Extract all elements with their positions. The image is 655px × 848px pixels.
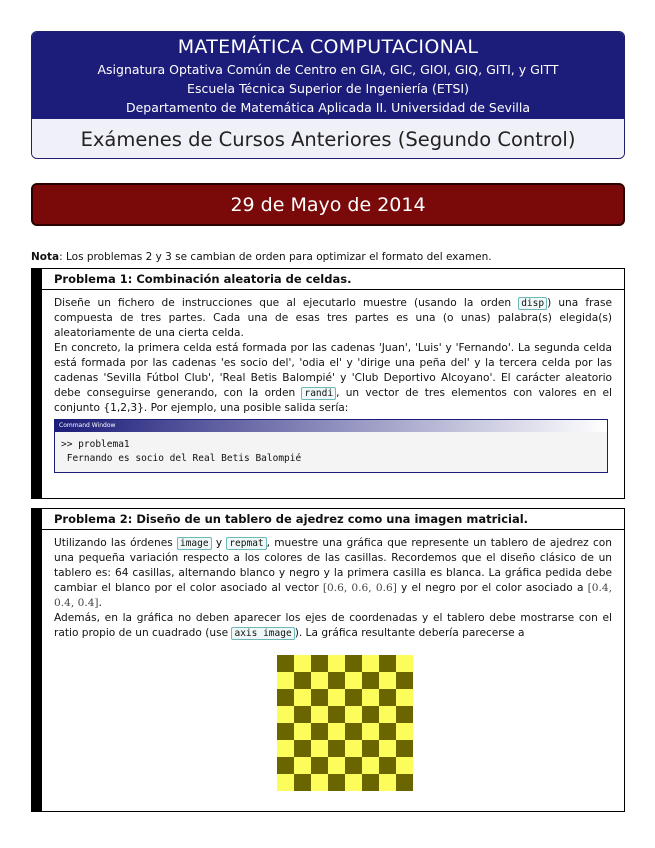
board-square bbox=[379, 757, 396, 774]
board-square bbox=[277, 655, 294, 672]
board-square bbox=[294, 740, 311, 757]
problem-2-paragraph-1 bbox=[54, 536, 612, 611]
board-square bbox=[345, 774, 362, 791]
board-square bbox=[311, 774, 328, 791]
board-square bbox=[362, 723, 379, 740]
code-image: image bbox=[177, 537, 212, 550]
board-square bbox=[311, 689, 328, 706]
problem-1-paragraph-1 bbox=[54, 296, 612, 341]
board-square bbox=[396, 723, 413, 740]
board-square bbox=[311, 655, 328, 672]
board-square bbox=[345, 689, 362, 706]
board-square bbox=[396, 672, 413, 689]
board-square bbox=[294, 723, 311, 740]
text-segment: . bbox=[98, 597, 102, 609]
board-square bbox=[277, 689, 294, 706]
problem-1-paragraph-2 bbox=[54, 341, 612, 416]
problem-2-box bbox=[31, 508, 625, 812]
note bbox=[31, 250, 631, 264]
board-square bbox=[379, 740, 396, 757]
board-square bbox=[277, 757, 294, 774]
board-square bbox=[328, 723, 345, 740]
text-segment: , un vector de tres elementos con valores en el conjunto {1,2,3}. Por ejemplo, una posible salida sería: bbox=[54, 387, 612, 414]
text-segment: y bbox=[211, 537, 227, 549]
board-square bbox=[311, 672, 328, 689]
code-disp: disp bbox=[518, 297, 547, 310]
board-square bbox=[362, 740, 379, 757]
board-square bbox=[396, 774, 413, 791]
code-axis-image: axis image bbox=[231, 627, 294, 640]
board-square bbox=[396, 706, 413, 723]
problem-2-body bbox=[42, 530, 624, 799]
text-segment: En concreto, la primera celda está formada por las cadenas 'Juan', 'Luis' y 'Fernando'. La segunda celda está formada por las cadenas 'es socio del', 'odia el' y 'dirige una peña del' y la tercera celda por las cadenas 'Sevilla Fútbol Club', 'Real Betis Balompié' y 'Club Deportivo Alcoyano'. El carácter aleatorio debe conseguirse generando, con la orden bbox=[54, 342, 612, 399]
board-square bbox=[294, 757, 311, 774]
command-window-output bbox=[55, 432, 607, 472]
text-segment: Diseñe un fichero de instrucciones que al ejecutarlo muestre (usando la orden bbox=[54, 297, 519, 309]
board-square bbox=[396, 655, 413, 672]
course-header bbox=[31, 31, 625, 159]
board-square bbox=[362, 706, 379, 723]
text-segment: ). La gráfica resultante debería parecerse a bbox=[294, 627, 525, 639]
board-square bbox=[345, 655, 362, 672]
board-square bbox=[345, 740, 362, 757]
board-square bbox=[328, 706, 345, 723]
board-square bbox=[345, 723, 362, 740]
board-square bbox=[328, 689, 345, 706]
board-square bbox=[379, 723, 396, 740]
board-square bbox=[396, 740, 413, 757]
header-banner bbox=[32, 32, 624, 119]
command-window bbox=[54, 419, 608, 473]
text-segment: Además, en la gráfica no deben aparecer los ejes de coordenadas y el tablero debe mostrarse con el ratio propio de un cuadrado (use bbox=[54, 612, 612, 639]
board-square bbox=[345, 757, 362, 774]
board-square bbox=[294, 655, 311, 672]
board-square bbox=[277, 706, 294, 723]
board-square bbox=[362, 672, 379, 689]
output-line: Fernando es socio del Real Betis Balompié bbox=[61, 453, 302, 464]
board-square bbox=[379, 672, 396, 689]
text-segment: Utilizando las órdenes bbox=[54, 537, 177, 549]
board-square bbox=[345, 706, 362, 723]
vector-dark: [0.4, 0.4, 0.4] bbox=[54, 582, 613, 609]
board-square bbox=[396, 689, 413, 706]
board-square bbox=[379, 706, 396, 723]
board-square bbox=[345, 672, 362, 689]
course-subject-line: Asignatura Optativa Común de Centro en GIA, GIC, GIOI, GIQ, GITI, y GITT bbox=[97, 62, 559, 77]
board-square bbox=[379, 655, 396, 672]
board-square bbox=[362, 655, 379, 672]
board-square bbox=[328, 757, 345, 774]
board-square bbox=[328, 655, 345, 672]
text-segment: y el negro por el color asociado a bbox=[396, 582, 588, 594]
board-square bbox=[311, 740, 328, 757]
board-square bbox=[294, 774, 311, 791]
board-square bbox=[277, 672, 294, 689]
problem-2-paragraph-2 bbox=[54, 611, 612, 641]
department-line: Departamento de Matemática Aplicada II. Universidad de Sevilla bbox=[125, 100, 531, 115]
board-square bbox=[294, 689, 311, 706]
note-text: : Los problemas 2 y 3 se cambian de orden para optimizar el formato del examen. bbox=[59, 251, 492, 263]
problem-1-body bbox=[42, 290, 624, 481]
board-square bbox=[277, 740, 294, 757]
course-title: MATEMÁTICA COMPUTACIONAL bbox=[177, 36, 479, 58]
command-window-title: Command Window bbox=[55, 420, 607, 432]
command-line: >> problema1 bbox=[61, 439, 130, 450]
board-square bbox=[379, 774, 396, 791]
board-square bbox=[379, 689, 396, 706]
problem-1-title: Problema 1: Combinación aleatoria de celdas. bbox=[42, 269, 624, 290]
board-square bbox=[362, 689, 379, 706]
board-square bbox=[362, 757, 379, 774]
board-square bbox=[328, 774, 345, 791]
problem-1-box bbox=[31, 268, 625, 499]
board-square bbox=[277, 774, 294, 791]
board-square bbox=[294, 672, 311, 689]
text-segment: ) una frase compuesta de tres partes. Cada una de esas tres partes es una (o unas) palabra(s) elegida(s) aleatoriamente de una cierta celda. bbox=[54, 297, 613, 339]
board-square bbox=[396, 757, 413, 774]
board-square bbox=[294, 706, 311, 723]
board-square bbox=[277, 723, 294, 740]
exam-subtitle: Exámenes de Cursos Anteriores (Segundo Control) bbox=[32, 119, 624, 159]
chessboard-image bbox=[277, 655, 413, 791]
board-square bbox=[328, 672, 345, 689]
board-square bbox=[328, 740, 345, 757]
note-label: Nota bbox=[31, 251, 60, 263]
problem-2-title: Problema 2: Diseño de un tablero de ajedrez como una imagen matricial. bbox=[42, 509, 624, 530]
code-randi: randi bbox=[301, 387, 336, 400]
board-square bbox=[311, 706, 328, 723]
school-line: Escuela Técnica Superior de Ingeniería (ETSI) bbox=[187, 81, 469, 96]
board-square bbox=[311, 723, 328, 740]
code-repmat: repmat bbox=[226, 537, 266, 550]
board-square bbox=[311, 757, 328, 774]
board-square bbox=[362, 774, 379, 791]
exam-date: 29 de Mayo de 2014 bbox=[31, 183, 625, 226]
text-segment: , muestre una gráfica que represente un tablero de ajedrez con una pequeña variación respecto a los colores de las casillas. Recordemos que el diseño clásico de un tablero es: 64 casillas, alternando blanco y negro y la primera casilla es blanca. La gráfica pedida debe cambiar el blanco por el color asociado al vector bbox=[54, 537, 612, 594]
vector-light: [0.6, 0.6, 0.6] bbox=[322, 582, 397, 594]
